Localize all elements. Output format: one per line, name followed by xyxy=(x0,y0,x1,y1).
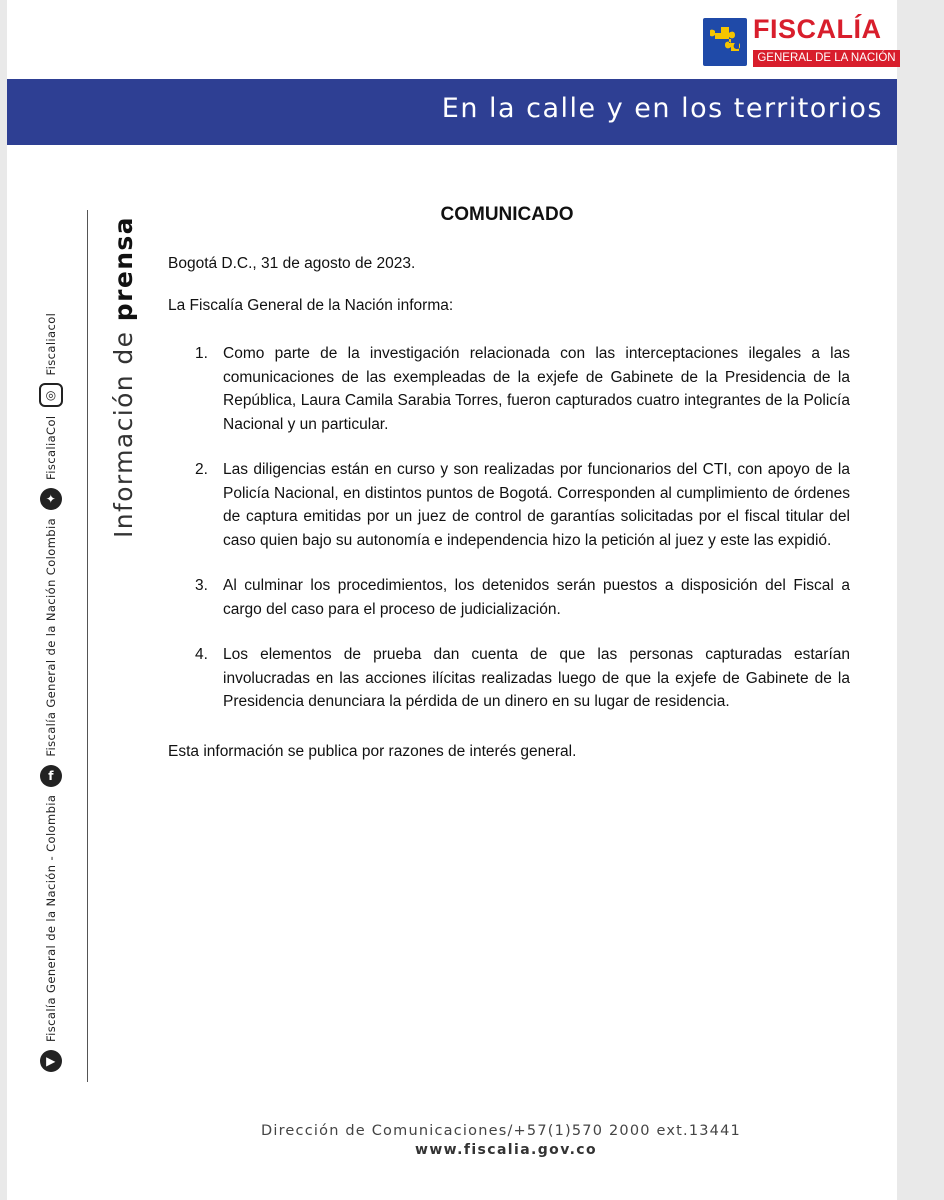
facebook-icon[interactable]: f xyxy=(40,765,62,787)
twitter-handle[interactable]: FiscaliaCol xyxy=(44,415,58,480)
fiscalia-logo xyxy=(703,14,903,70)
slogan-banner xyxy=(7,79,897,145)
list-item: 1. Como parte de la investigación relacionada con las interceptaciones ilegales a las comunicaciones de las exempleadas de la exjefe de Gabinete de la Presidencia de la República, Laura Camila Sarabia Torres, fueron capturados cuatro integrantes de la Policía Nacional y un particular. xyxy=(195,345,850,433)
youtube-icon[interactable]: ▶ xyxy=(40,1050,62,1072)
social-sidebar xyxy=(35,200,67,1080)
org-name: Fiscalía General de la Nación - Colombia xyxy=(44,794,58,1042)
list-item: 4. Los elementos de prueba dan cuenta de que las personas capturadas estarían involucradas en las acciones ilícitas realizadas luego de que la exjefe de Gabinete de la Presidencia denunciara la pérdida de un dinero en su lugar de residencia. xyxy=(195,646,850,710)
intro-line: La Fiscalía General de la Nación informa: xyxy=(168,297,454,314)
sidebar-divider xyxy=(87,210,88,1082)
footer-contact: Dirección de Comunicaciones/+57(1)570 2000 ext.13441 xyxy=(261,1123,741,1139)
twitter-icon[interactable]: ✦ xyxy=(40,488,62,510)
press-release-page xyxy=(7,0,897,1200)
list-item: 2. Las diligencias están en curso y son realizadas por funcionarios del CTI, con apoyo de la Policía Nacional, en distintos puntos de Bogotá. Corresponden al cumplimiento de órdenes de captura emitidas por un juez de control de garantías solicitadas por el fiscal titular del caso quien bajo su autonomía e independencia hizo la petición al juez y este las expidió. xyxy=(195,461,850,549)
date-line: Bogotá D.C., 31 de agosto de 2023. xyxy=(168,255,416,272)
facebook-handle[interactable]: Fiscalía General de la Nación Colombia xyxy=(44,517,58,757)
footer-website-link[interactable]: www.fiscalia.gov.co xyxy=(415,1142,598,1158)
list-item: 3. Al culminar los procedimientos, los detenidos serán puestos a disposición del Fiscal a cargo del caso para el proceso de judicialización. xyxy=(195,577,850,618)
puzzle-emblem-icon xyxy=(703,18,747,66)
document-title: COMUNICADO xyxy=(440,204,574,225)
instagram-handle[interactable]: Fiscaliacol xyxy=(44,312,58,376)
banner-slogan: En la calle y en los territorios xyxy=(441,93,883,124)
closing-line: Esta información se publica por razones de interés general. xyxy=(168,743,577,760)
statement-list xyxy=(168,342,850,736)
instagram-icon[interactable]: ◎ xyxy=(39,384,63,408)
logo-subtitle: GENERAL DE LA NACIÓN xyxy=(753,50,900,67)
prensa-label: Información de prensa xyxy=(109,216,138,538)
logo-title: FISCALÍA xyxy=(753,14,882,44)
